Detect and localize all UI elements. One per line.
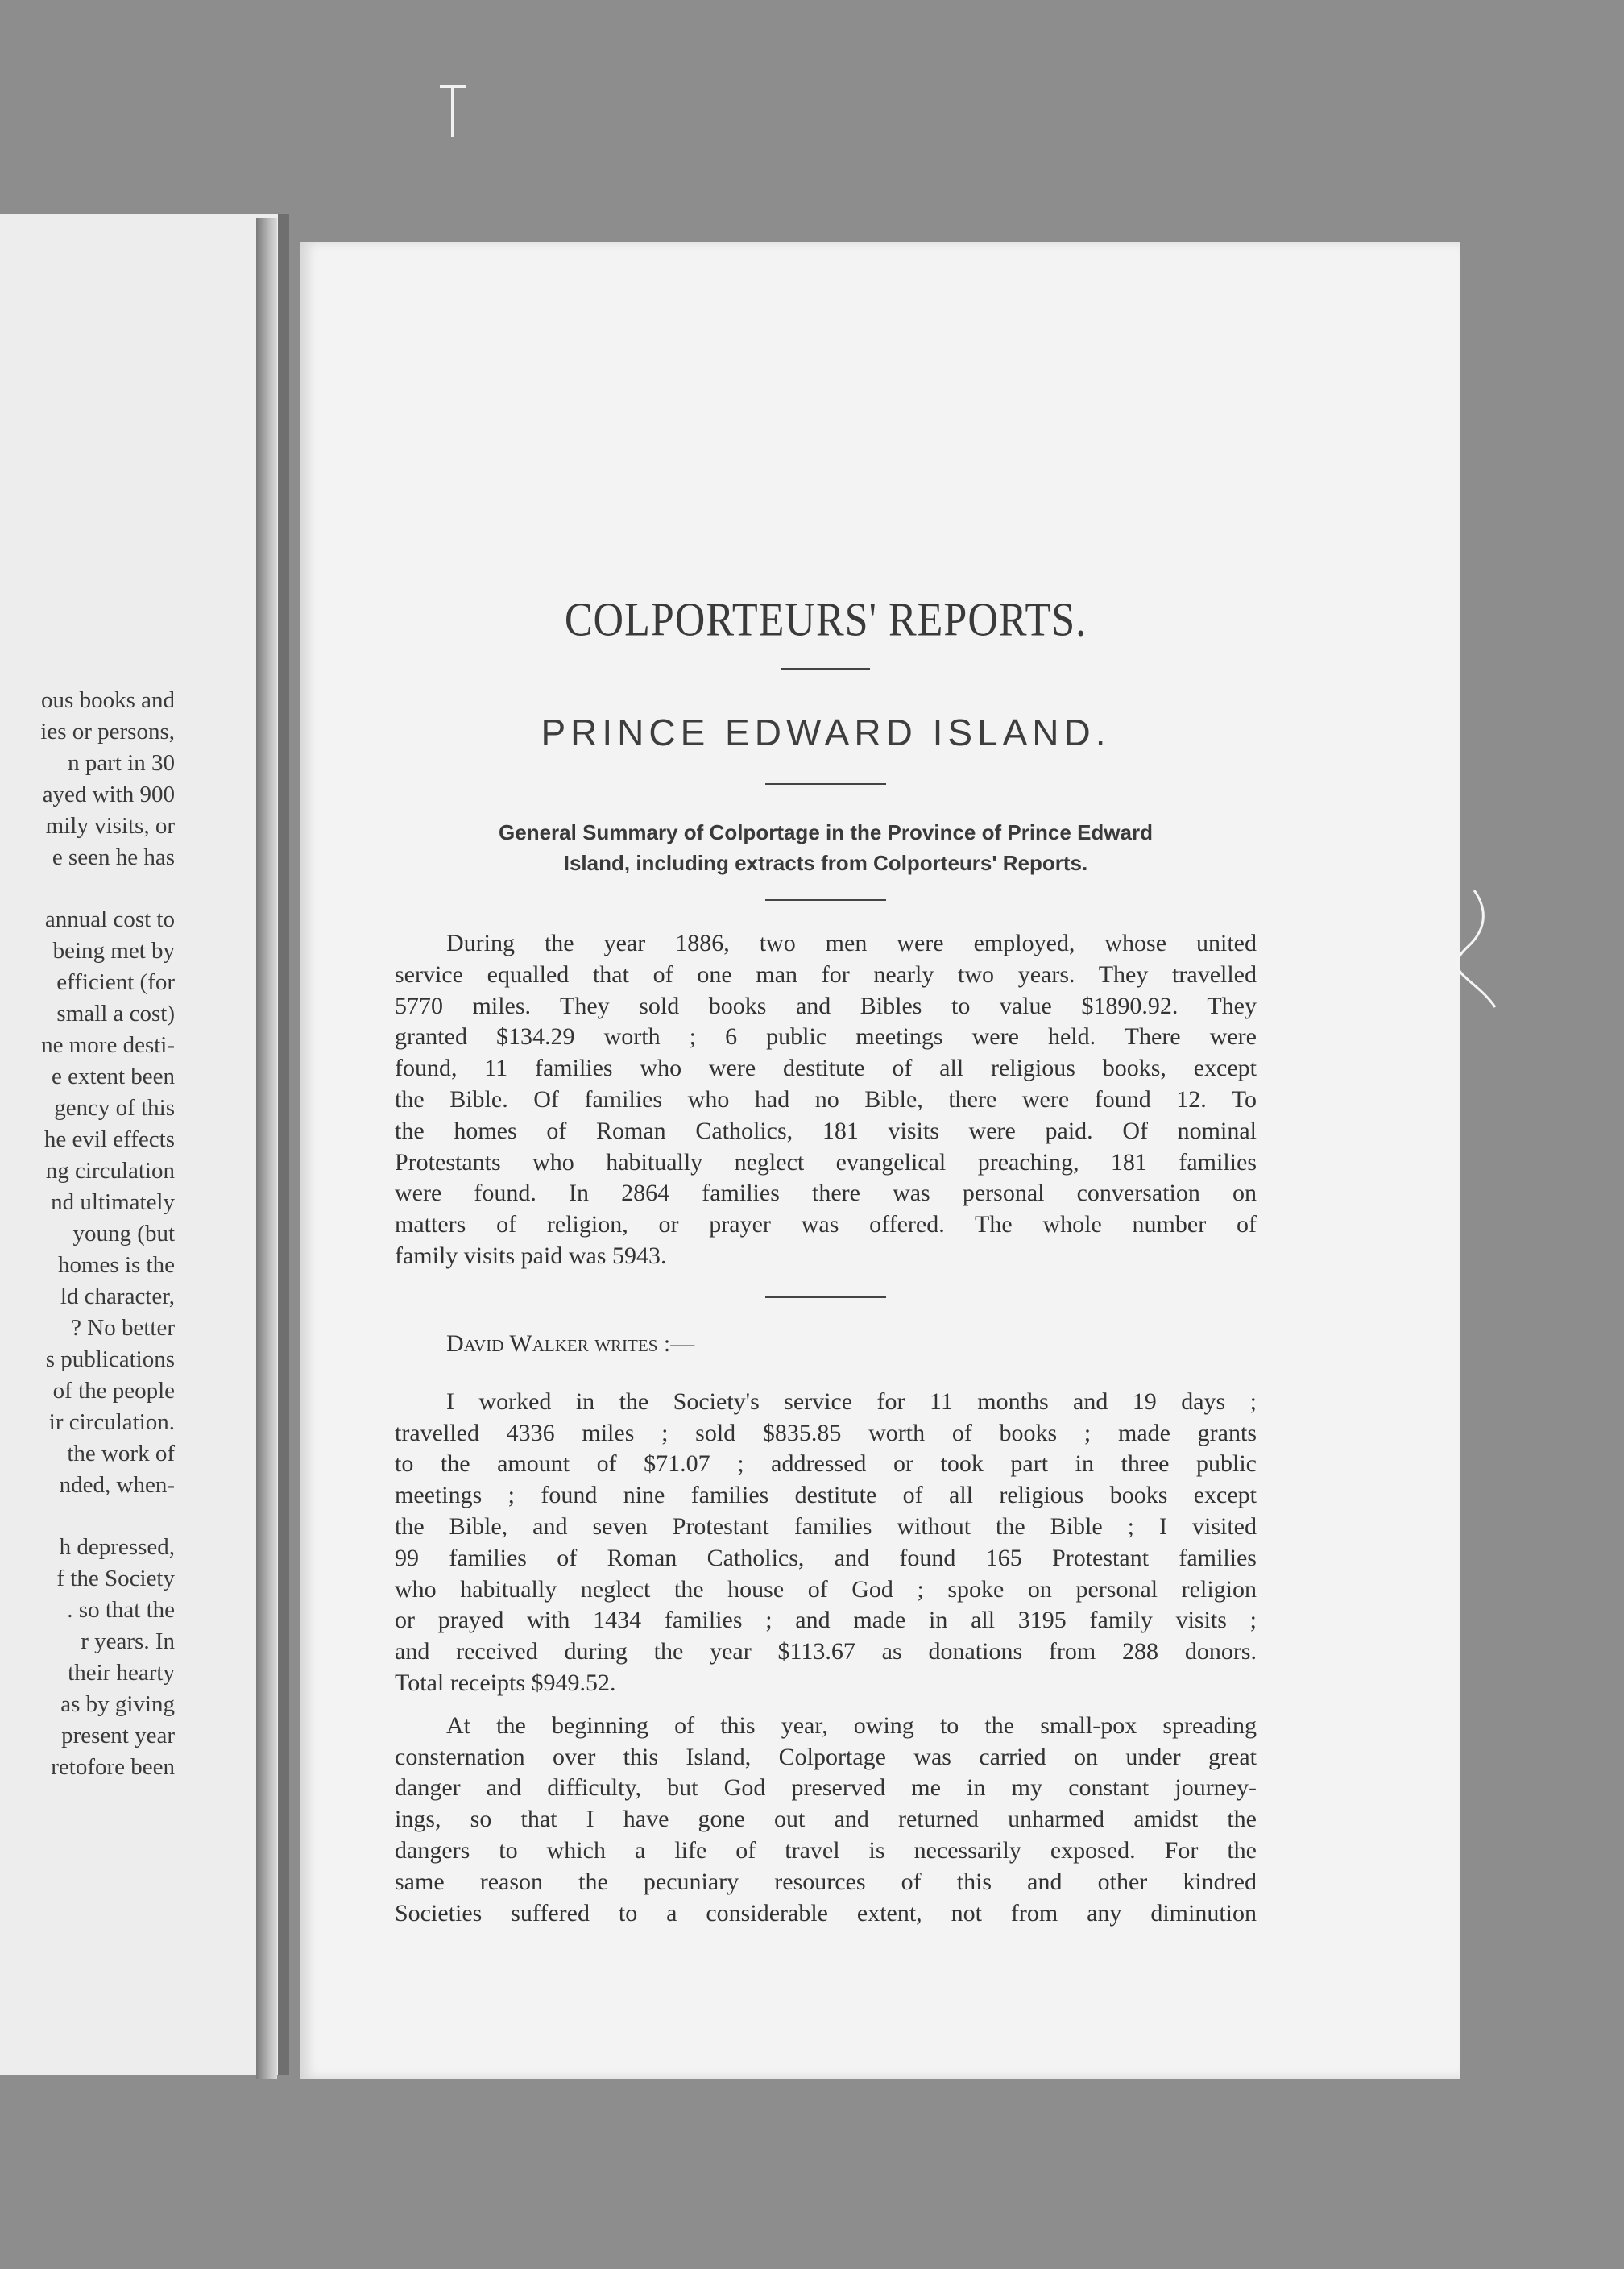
text-line: travelled 4336 miles ; sold $835.85 worth of books ; made grants — [395, 1419, 1257, 1446]
book-spine — [256, 218, 277, 2079]
left-line: nd ultimately — [51, 1189, 175, 1215]
left-line: ayed with 900 — [42, 782, 175, 807]
left-line: mily visits, or — [45, 813, 175, 839]
summary-heading-line: Island, including extracts from Colporteurs' Reports. — [563, 851, 1088, 875]
left-line: . so that the — [67, 1597, 175, 1623]
left-page-text — [0, 685, 175, 1783]
summary-divider — [765, 899, 886, 901]
text-line: who habitually neglect the house of God ; spoke on personal religion — [395, 1575, 1257, 1603]
report-paragraph — [395, 1711, 1257, 1930]
left-line: being met by — [52, 938, 175, 964]
text-line: or prayed with 1434 families ; and made in all 3195 family visits ; — [395, 1607, 1257, 1634]
text-line: family visits paid was 5943. — [395, 1242, 667, 1269]
left-page — [0, 214, 289, 2075]
title-divider — [781, 668, 870, 670]
left-line: r years. In — [81, 1628, 175, 1654]
section-title: PRINCE EDWARD ISLAND. — [541, 711, 1111, 753]
left-line: ies or persons, — [40, 719, 175, 745]
left-line: small a cost) — [56, 1001, 175, 1027]
left-line: the work of — [67, 1441, 175, 1466]
left-line: e seen he has — [52, 844, 175, 870]
text-line: Protestants who habitually neglect evangelical preaching, 181 families — [395, 1148, 1257, 1176]
left-line: e extent been — [52, 1064, 175, 1089]
left-line: annual cost to — [44, 906, 175, 932]
left-line: ous books and — [41, 687, 175, 713]
text-line: the homes of Roman Catholics, 181 visits were paid. Of nominal — [395, 1117, 1257, 1144]
text-line: danger and difficulty, but God preserved me in my constant journey- — [395, 1774, 1257, 1802]
left-line: s publications — [45, 1346, 175, 1372]
left-line: of the people — [52, 1378, 175, 1404]
left-line: gency of this — [54, 1095, 175, 1121]
left-line: f the Society — [56, 1566, 175, 1591]
left-line: present year — [61, 1723, 175, 1748]
page-title: COLPORTEURS' REPORTS. — [564, 593, 1088, 647]
text-line: dangers to which a life of travel is necessarily exposed. For the — [395, 1836, 1257, 1864]
summary-paragraph — [395, 928, 1257, 1272]
summary-heading — [395, 817, 1257, 878]
summary-heading-line: General Summary of Colportage in the Province of Prince Edward — [499, 820, 1153, 844]
byline: David Walker writes :— — [446, 1329, 695, 1357]
text-line: meetings ; found nine families destitute of all religious books except — [395, 1482, 1257, 1509]
left-line: ir circulation. — [48, 1409, 175, 1435]
scan-mark — [451, 85, 454, 137]
left-line: nded, when- — [59, 1472, 175, 1498]
text-line: Total receipts $949.52. — [395, 1669, 616, 1696]
right-page-content — [395, 593, 1257, 1929]
left-line: n part in 30 — [68, 750, 175, 776]
left-line: he evil effects — [44, 1126, 175, 1152]
subtitle-divider — [765, 783, 886, 785]
text-line: 99 families of Roman Catholics, and found 165 Protestant families — [395, 1544, 1257, 1571]
text-line: consternation over this Island, Colportage was carried on under great — [395, 1743, 1257, 1770]
text-line: found, 11 families who were destitute of all religious books, except — [395, 1055, 1257, 1082]
text-line: were found. In 2864 families there was personal conversation on — [395, 1180, 1257, 1207]
left-line: ld character, — [60, 1284, 175, 1309]
text-line: granted $134.29 worth ; 6 public meetings were held. There were — [395, 1023, 1257, 1051]
margin-squiggle — [1450, 886, 1498, 1015]
text-line: service equalled that of one man for nearly two years. They travelled — [395, 960, 1257, 988]
text-line: ings, so that I have gone out and returned unharmed amidst the — [395, 1806, 1257, 1833]
report-paragraph — [395, 1387, 1257, 1699]
text-line: I worked in the Society's service for 11 months and 19 days ; — [446, 1388, 1257, 1415]
text-line: to the amount of $71.07 ; addressed or took part in three public — [395, 1450, 1257, 1478]
text-line: the Bible. Of families who had no Bible, there were found 12. To — [395, 1085, 1257, 1113]
text-line: During the year 1886, two men were employed, whose united — [446, 930, 1257, 956]
text-line: 5770 miles. They sold books and Bibles to value $1890.92. They — [395, 992, 1257, 1019]
left-line: h depressed, — [59, 1534, 175, 1560]
left-line: ng circulation — [45, 1158, 175, 1184]
text-line: the Bible, and seven Protestant families without the Bible ; I visited — [395, 1512, 1257, 1540]
left-line: their hearty — [68, 1660, 175, 1686]
left-line: efficient (for — [56, 969, 175, 995]
left-line: ? No better — [71, 1315, 175, 1341]
text-line: At the beginning of this year, owing to the small-pox spreading — [446, 1711, 1257, 1739]
left-line: retofore been — [51, 1754, 175, 1780]
left-line: homes is the — [58, 1252, 175, 1278]
left-line: as by giving — [60, 1691, 175, 1717]
text-line: matters of religion, or prayer was offered. The whole number of — [395, 1211, 1257, 1238]
text-line: same reason the pecuniary resources of this and other kindred — [395, 1868, 1257, 1895]
text-line: Societies suffered to a considerable extent, not from any diminution — [395, 1899, 1257, 1927]
left-line: ne more desti- — [41, 1032, 175, 1058]
text-line: and received during the year $113.67 as donations from 288 donors. — [395, 1638, 1257, 1665]
left-line: young (but — [72, 1221, 175, 1246]
section-divider — [765, 1296, 886, 1298]
